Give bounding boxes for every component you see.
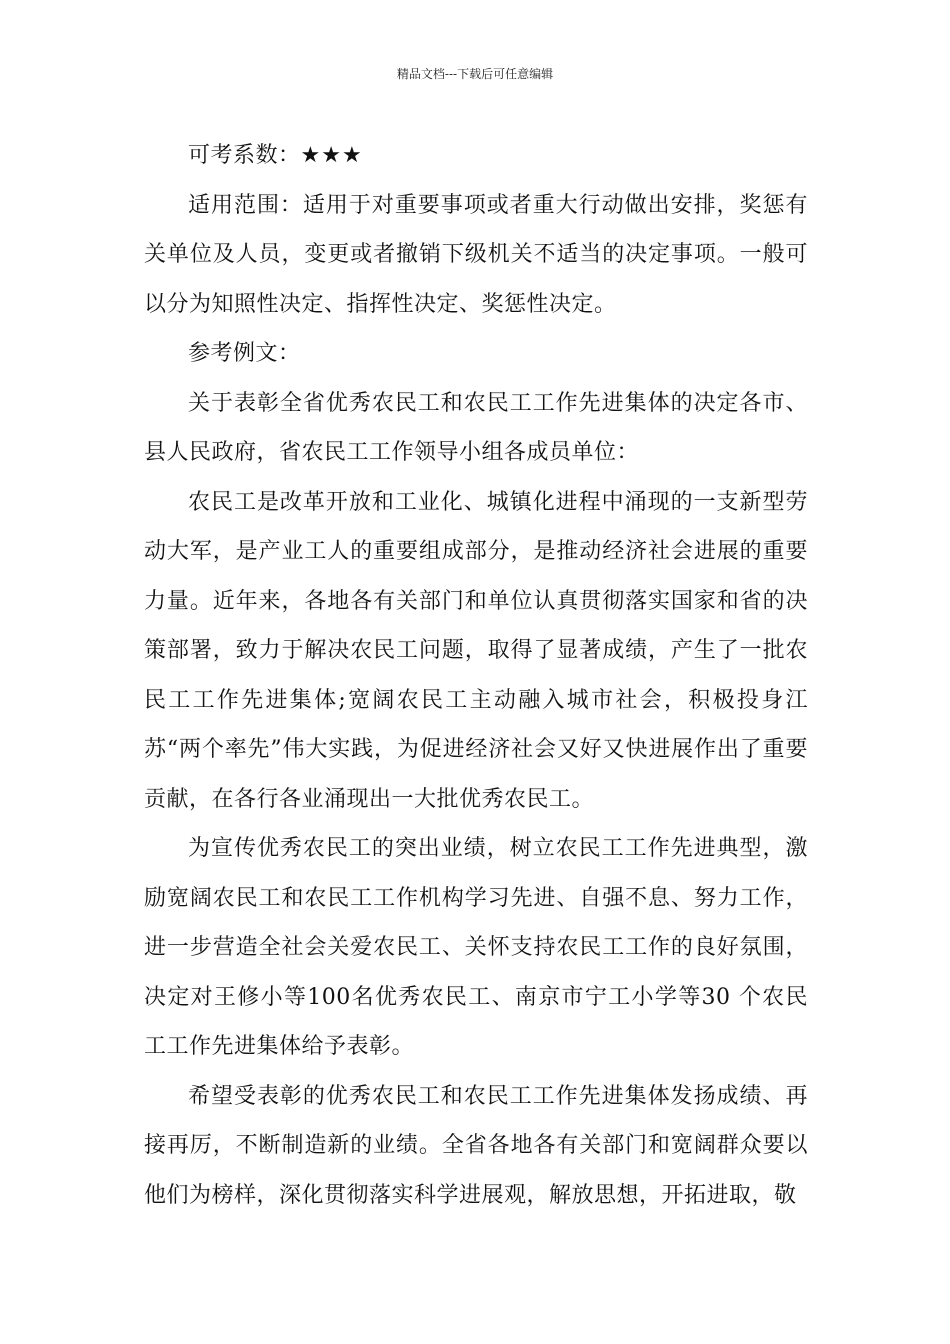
star-rating-icon: ★★★: [300, 143, 363, 168]
body-paragraph-3: 希望受表彰的优秀农民工和农民工工作先进集体发扬成绩、再接再厉，不断制造新的业绩。全省各地各有关部门和宽阔群众要以他们为榜样，深化贯彻落实科学进展观，解放思想，开拓进取，敬: [144, 1083, 808, 1208]
body-paragraph-2: 为宣传优秀农民工的突出业绩，树立农民工工作先进典型，激励宽阔农民工和农民工工作机构学习先进、自强不息、努力工作，进一步营造全社会关爱农民工、关怀支持农民工工作的良好氛围，决定对王修小等100名优秀农民工、南京市宁工小学等30 个农民工工作先进集体给予表彰。: [144, 836, 808, 1059]
document-body: [144, 131, 808, 1220]
rating-label: 可考系数：: [188, 143, 301, 168]
page-header: 精品文档---下载后可任意编辑: [396, 67, 554, 81]
body-paragraph-1: 农民工是改革开放和工业化、城镇化进程中涌现的一支新型劳动大军，是产业工人的重要组成部分，是推动经济社会进展的重要力量。近年来，各地各有关部门和单位认真贯彻落实国家和省的决策部署，致力于解决农民工问题，取得了显著成绩，产生了一批农民工工作先进集体;宽阔农民工主动融入城市社会，积极投身江苏“两个率先”伟大实践，为促进经济社会又好又快进展作出了重要贡献，在各行各业涌现出一大批优秀农民工。: [144, 489, 808, 812]
document-title-recipients: 关于表彰全省优秀农民工和农民工工作先进集体的决定各市、县人民政府，省农民工工作领导小组各成员单位：: [144, 390, 808, 465]
rating-line: [144, 131, 808, 181]
scope-paragraph: 适用范围：适用于对重要事项或者重大行动做出安排，奖惩有关单位及人员，变更或者撤销下级机关不适当的决定事项。一般可以分为知照性决定、指挥性决定、奖惩性决定。: [144, 192, 808, 317]
example-label: 参考例文：: [188, 341, 301, 366]
